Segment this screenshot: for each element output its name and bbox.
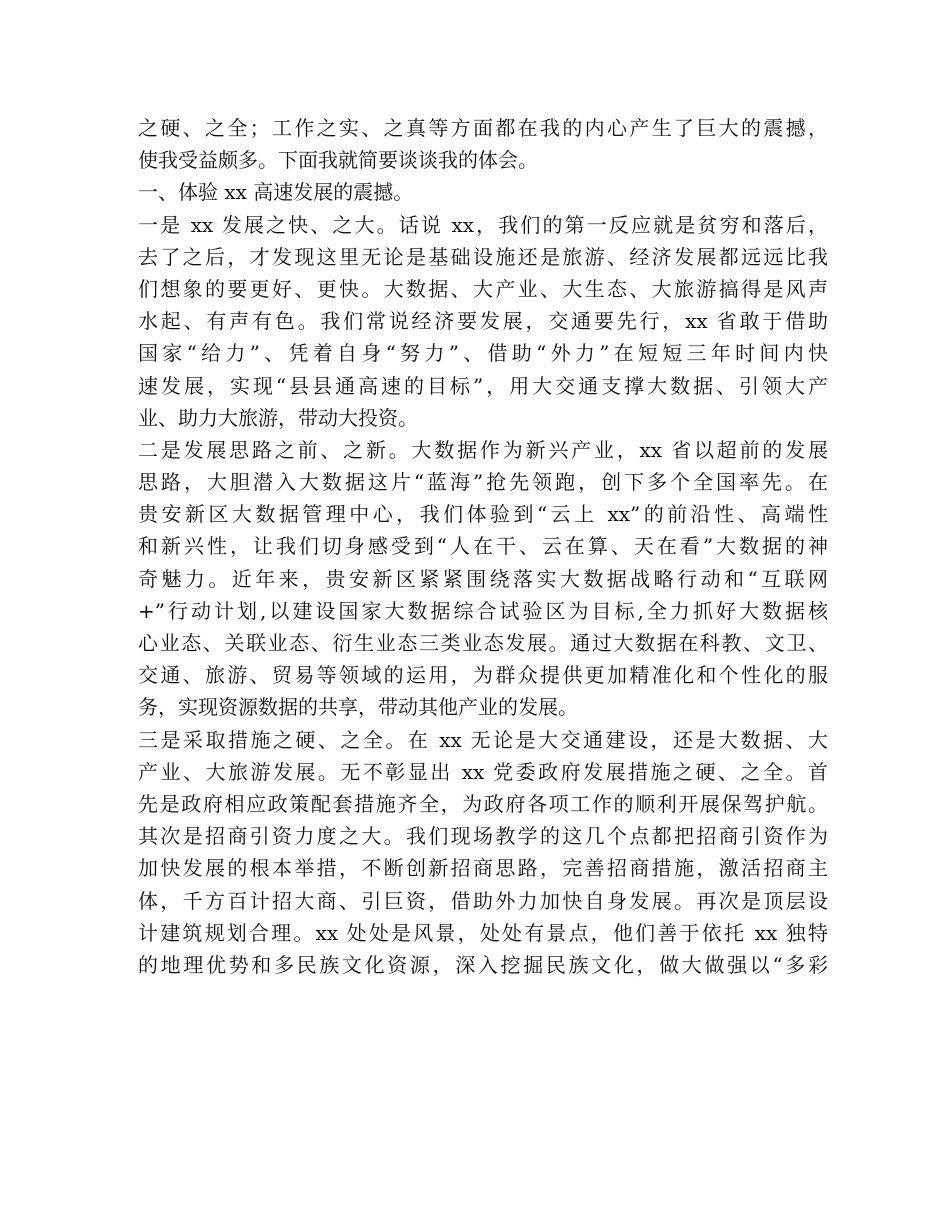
text-line: 加快发展的根本举措，不断创新招商思路，完善招商措施，激活招商主 (138, 856, 828, 881)
text-line: 速发展，实现“县县通高速的目标”，用大交通支撑大数据、引领大产 (138, 373, 828, 398)
text-line: 其次是招商引资力度之大。我们现场教学的这几个点都把招商引资作为 (138, 824, 828, 849)
text-line: 二是发展思路之前、之新。大数据作为新兴产业，xx 省以超前的发展 (138, 437, 828, 462)
text-line: 贵安新区大数据管理中心，我们体验到“云上 xx”的前沿性、高端性 (138, 502, 828, 527)
text-line: 们想象的要更好、更快。大数据、大产业、大生态、大旅游搞得是风声 (138, 276, 828, 301)
text-line: 思路，大胆潜入大数据这片“蓝海”抢先领跑，创下多个全国率先。在 (138, 470, 828, 495)
text-line: 计建筑规划合理。xx 处处是风景，处处有景点，他们善于依托 xx 独特 (138, 920, 828, 945)
text-line: 去了之后，才发现这里无论是基础设施还是旅游、经济发展都远远比我 (138, 244, 828, 269)
text-line: 务，实现资源数据的共享，带动其他产业的发展。 (138, 695, 578, 720)
section-heading: 一、体验 xx 高速发展的震撼。 (138, 180, 414, 205)
text-line: 和新兴性，让我们切身感受到“人在干、云在算、天在看”大数据的神 (138, 534, 828, 559)
text-line: 使我受益颇多。下面我就简要谈谈我的体会。 (138, 148, 538, 173)
text-line: 一是 xx 发展之快、之大。话说 xx，我们的第一反应就是贫穷和落后， (138, 212, 828, 237)
text-line: 产业、大旅游发展。无不彰显出 xx 党委政府发展措施之硬、之全。首 (138, 759, 828, 784)
text-line: 的地理优势和多民族文化资源，深入挖掘民族文化，做大做强以“多彩 (138, 952, 828, 977)
text-line: 先是政府相应政策配套措施齐全，为政府各项工作的顺利开展保驾护航。 (138, 791, 828, 816)
document-body (138, 112, 828, 981)
text-line: 三是采取措施之硬、之全。在 xx 无论是大交通建设，还是大数据、大 (138, 727, 828, 752)
text-line: 奇魅力。近年来，贵安新区紧紧围绕落实大数据战略行动和“互联网 (138, 566, 828, 591)
text-line: +”行动计划,以建设国家大数据综合试验区为目标,全力抓好大数据核 (138, 598, 828, 623)
text-line: 交通、旅游、贸易等领域的运用，为群众提供更加精准化和个性化的服 (138, 663, 828, 688)
text-line: 业、助力大旅游，带动大投资。 (138, 405, 418, 430)
text-line: 心业态、关联业态、衍生业态三类业态发展。通过大数据在科教、文卫、 (138, 631, 828, 655)
text-line: 国家“给力”、凭着自身“努力”、借助“外力”在短短三年时间内快 (138, 341, 828, 366)
text-line: 之硬、之全；工作之实、之真等方面都在我的内心产生了巨大的震撼， (138, 116, 828, 140)
text-line: 水起、有声有色。我们常说经济要发展，交通要先行，xx 省敢于借助 (138, 309, 828, 334)
text-line: 体，千方百计招大商、引巨资，借助外力加快自身发展。再次是顶层设 (138, 888, 828, 913)
